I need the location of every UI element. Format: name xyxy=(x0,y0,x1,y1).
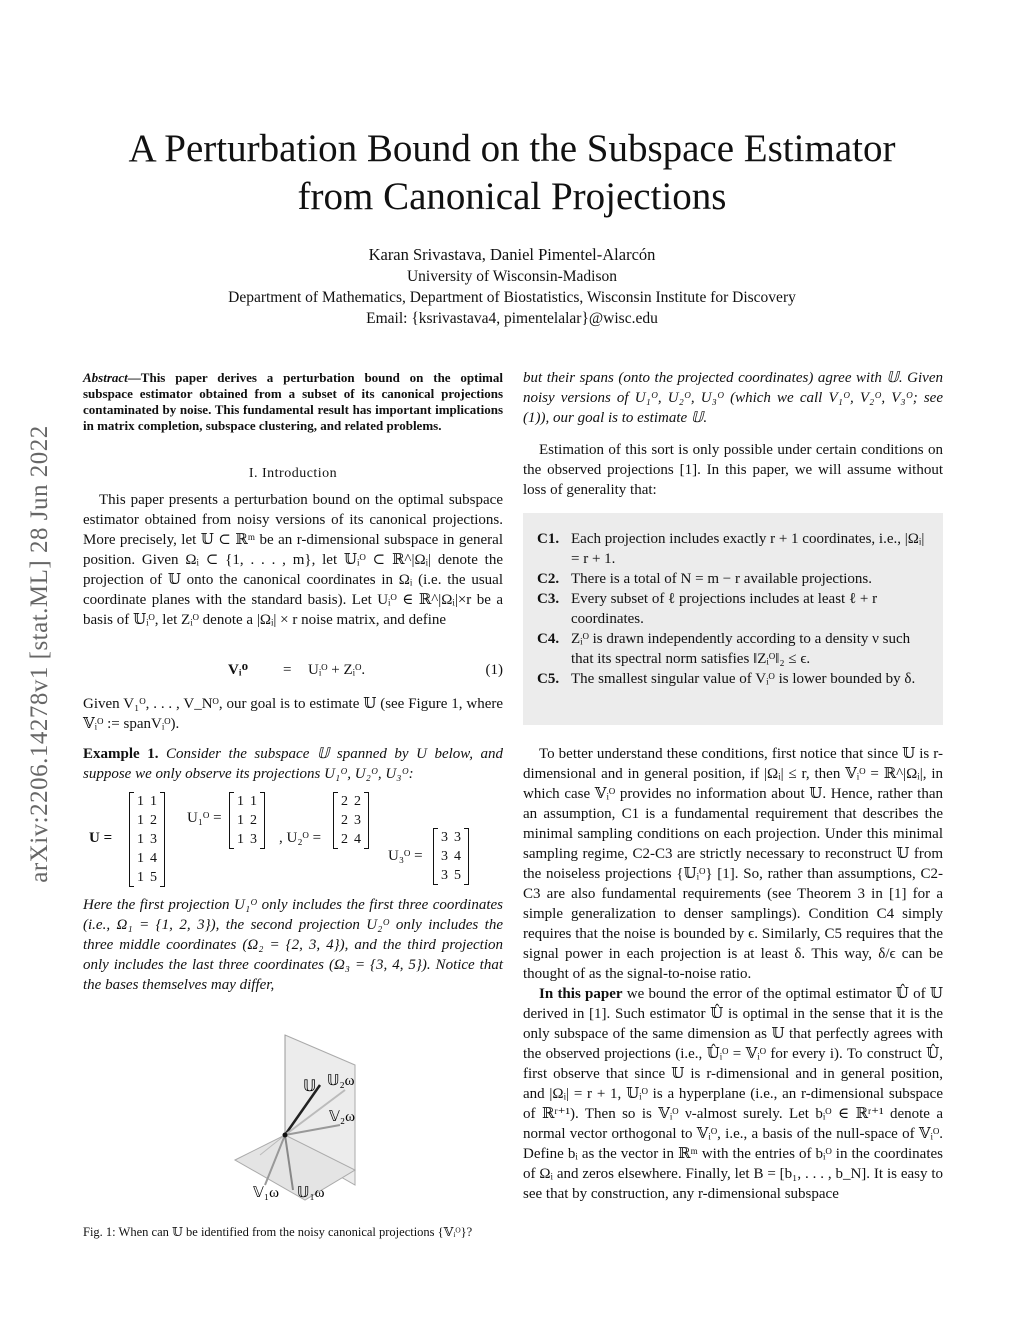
condition-text: Every subset of ℓ projections includes at least ℓ + r coordinates. xyxy=(571,591,878,627)
matrix-cell: 1 xyxy=(237,832,244,847)
condition-item xyxy=(537,569,929,589)
condition-item xyxy=(537,669,929,689)
matrix-cell: 3 xyxy=(441,868,448,883)
figure-1-diagram xyxy=(205,1025,405,1215)
matrix-U1-label: U₁ᴼ = xyxy=(187,810,222,826)
right-paragraph-2: To better understand these conditions, first notice that since 𝕌 is r-dimensional and in general position, if |Ωᵢ| ≤ r, then 𝕍ᵢᴼ = ℝ^|Ωᵢ|, in which case 𝕍ᵢᴼ provides no information about 𝕌. Hence, rather than an assumption, C1 is a fundamental requirement that describes the minimal sampling conditions on each projection. Under this minimal sampling regime, C2-C3 are strictly necessary to reconstruct 𝕌 from the noiseless projections {𝕌ᵢᴼ} [1]. So, rather than assumptions, C2-C3 are also fundamental requirements (see Theorem 3 in [1] for a simple generalization to denser samplings). Condition C4 simply requires that the noise is bounded by ϵ. Similarly, C5 requires that the signal power in each projection is at least δ. This way, δ/ϵ can be thought of as the signal-to-noise ratio. xyxy=(523,746,943,982)
figure-1-caption: Fig. 1: When can 𝕌 be identified from the noisy canonical projections {𝕍ᵢᴼ}? xyxy=(83,1225,473,1239)
matrix-U1 xyxy=(229,792,265,849)
condition-item xyxy=(537,629,929,669)
matrix-row xyxy=(438,847,464,866)
matrix-cell: 3 xyxy=(454,830,461,845)
matrix-cell: 2 xyxy=(341,794,348,809)
condition-label: C5. xyxy=(537,671,560,687)
matrix-cell: 1 xyxy=(137,794,144,809)
matrix-cell: 4 xyxy=(354,832,361,847)
condition-text: Zᵢᴼ is drawn independently according to a density ν such that its spectral norm satisfies ‖Zᵢᴼ‖₂ ≤ ϵ. xyxy=(571,631,911,667)
matrix-row xyxy=(338,811,364,830)
matrix-row xyxy=(438,828,464,847)
eq1-number: (1) xyxy=(485,662,503,678)
matrix-cell: 1 xyxy=(250,794,257,809)
matrix-cell: 4 xyxy=(454,849,461,864)
matrix-row xyxy=(338,830,364,849)
authors: Karan Srivastava, Daniel Pimentel-Alarcón xyxy=(368,245,656,264)
condition-label: C2. xyxy=(537,571,560,587)
right-paragraph-3 xyxy=(523,984,943,1204)
label-V1w: 𝕍₁ω xyxy=(253,1185,279,1201)
p3-text: we bound the error of the optimal estimator 𝕌̂ of 𝕌 derived in [1]. Such estimator 𝕌̂ is optimal in the sense that it is the only subspace of the same dimension as 𝕌 that perfectly agrees with the observed projections (i.e., 𝕌̂ᵢᴼ = 𝕍ᵢᴼ for every i). To construct 𝕌̂, first observe that since 𝕌 is r-dimensional and in general position, and |Ωᵢ| = r + 1, 𝕌ᵢᴼ is a hyperplane (i.e., an r-dimensional subspace of ℝʳ⁺¹). Then so is 𝕍ᵢᴼ ν-almost surely. Let bᵢᴼ ∈ ℝʳ⁺¹ denote a normal vector orthogonal to 𝕍ᵢᴼ, i.e., a basis of the null-space of 𝕍ᵢᴼ. Define bᵢ as the vector in ℝᵐ with the entries of bᵢᴼ in the coordinates of Ωᵢ and zeros elsewhere. Finally, let B = [b₁, . . . , b_N]. It is easy to see that by construction, any r-dimensional subspace xyxy=(523,986,943,1202)
abstract-text: —This paper derives a perturbation bound on the optimal subspace estimator obtained from a subset of its canonical projections contaminated by noise. This fundamental result has important implications in matrix completion, subspace clustering, and related problems. xyxy=(83,370,503,433)
matrix-cell: 5 xyxy=(454,868,461,883)
matrix-U2 xyxy=(333,792,369,849)
right-continuation: but their spans (onto the projected coordinates) agree with 𝕌. Given noisy versions of U₁ᴼ, U₂ᴼ, U₃ᴼ (which we call V₁ᴼ, V₂ᴼ, V₃ᴼ; see (1)), our goal is to estimate 𝕌. xyxy=(523,370,943,426)
matrix-cell: 3 xyxy=(150,832,157,847)
title-line-1: A Perturbation Bound on the Subspace Estimator xyxy=(128,127,896,170)
matrix-cell: 4 xyxy=(150,851,157,866)
arxiv-stamp: arXiv:2206.14278v1 [stat.ML] 28 Jun 2022 xyxy=(26,425,53,883)
matrix-cell: 2 xyxy=(341,832,348,847)
equation-1 xyxy=(83,662,503,684)
matrix-cell: 3 xyxy=(441,830,448,845)
example-text: Consider the subspace 𝕌 spanned by U below, and suppose we only observe its projections U₁ᴼ, U₂ᴼ, U₃ᴼ: xyxy=(83,746,503,782)
matrix-cell: 3 xyxy=(250,832,257,847)
label-U2w: 𝕌₂ω xyxy=(327,1073,355,1089)
matrix-cell: 1 xyxy=(237,813,244,828)
affiliation-departments: Department of Mathematics, Department of Biostatistics, Wisconsin Institute for Discovery xyxy=(228,289,796,306)
matrix-cell: 2 xyxy=(150,813,157,828)
condition-item xyxy=(537,589,929,629)
title-line-2: from Canonical Projections xyxy=(297,175,727,218)
condition-text: There is a total of N = m − r available projections. xyxy=(571,571,872,587)
abstract-label: Abstract xyxy=(83,370,128,385)
affiliation-university: University of Wisconsin-Madison xyxy=(406,268,618,285)
matrix-row xyxy=(134,811,160,830)
intro-paragraph-2: Given V₁ᴼ, . . . , V_Nᴼ, our goal is to estimate 𝕌 (see Figure 1, where 𝕍ᵢᴼ := spanVᵢᴼ). xyxy=(83,696,503,732)
matrix-cell: 1 xyxy=(137,813,144,828)
matrix-cell: 2 xyxy=(341,813,348,828)
label-U1w: 𝕌₁ω xyxy=(297,1185,325,1201)
email: Email: {ksrivastava4, pimentelalar}@wisc.edu xyxy=(366,310,658,327)
matrix-row xyxy=(338,792,364,811)
right-body xyxy=(523,744,943,1204)
matrix-cell: 5 xyxy=(150,870,157,885)
matrix-U3 xyxy=(433,828,469,885)
matrix-U2-label: , U₂ᴼ = xyxy=(279,830,322,846)
matrix-cell: 1 xyxy=(137,870,144,885)
matrix-cell: 2 xyxy=(250,813,257,828)
conditions-box xyxy=(523,513,943,725)
right-paragraph-1-text: Estimation of this sort is only possible under certain conditions on the observed projections [1]. In this paper, we will assume without loss of generality that: xyxy=(523,442,943,498)
example-matrices xyxy=(83,792,503,888)
matrix-cell: 1 xyxy=(137,851,144,866)
condition-label: C1. xyxy=(537,531,560,547)
matrix-cell: 1 xyxy=(237,794,244,809)
intro-paragraph-1: This paper presents a perturbation bound on the optimal subspace estimator obtained from noisy versions of its canonical projections. More precisely, let 𝕌 ⊂ ℝᵐ be an r-dimensional subspace in general position. Given Ωᵢ ⊂ {1, . . . , m}, let 𝕌ᵢᴼ ⊂ ℝ^|Ωᵢ| denote the projection of 𝕌 onto the canonical coordinates in Ωᵢ (i.e. the usual coordinate planes with the standard basis). Let Uᵢᴼ ∈ ℝ^|Ωᵢ|×r be a basis of 𝕌ᵢᴼ, let Zᵢᴼ denote a |Ωᵢ| × r noise matrix, and define xyxy=(83,492,503,628)
example-after-text: Here the first projection U₁ᴼ only includes the first three coordinates (i.e., Ω₁ = {1, 2, 3}), the second projection U₂ᴼ only includes the three middle coordinates (Ω₂ = {2, 3, 4}), and the third projection only includes the last three coordinates (Ω₃ = {3, 4, 5}). Notice that the bases themselves may differ, xyxy=(83,897,503,993)
matrix-row xyxy=(234,830,260,849)
condition-item xyxy=(537,529,929,569)
condition-text: The smallest singular value of Vᵢᴼ is lower bounded by δ. xyxy=(571,671,916,687)
condition-label: C4. xyxy=(537,631,560,647)
example-label: Example 1. xyxy=(83,746,159,762)
matrix-cell: 1 xyxy=(150,794,157,809)
abstract xyxy=(83,370,503,434)
paper-title xyxy=(0,125,1024,221)
matrix-row xyxy=(134,868,160,887)
figure-1 xyxy=(205,1025,405,1215)
matrix-U-label: U = xyxy=(89,830,113,846)
eq1-rhs: Uᵢᴼ + Zᵢᴼ. xyxy=(308,662,366,678)
p3-lead: In this paper xyxy=(539,986,623,1002)
eq1-lhs: Vᵢᴼ xyxy=(228,662,249,678)
matrix-U xyxy=(129,792,165,887)
matrix-row xyxy=(134,792,160,811)
matrix-row xyxy=(234,811,260,830)
matrix-row xyxy=(134,830,160,849)
condition-label: C3. xyxy=(537,591,560,607)
matrix-cell: 3 xyxy=(441,849,448,864)
matrix-cell: 3 xyxy=(354,813,361,828)
example-1 xyxy=(83,744,503,784)
intro-body xyxy=(83,490,503,630)
section-heading-introduction: I. Introduction xyxy=(248,466,338,481)
matrix-row xyxy=(134,849,160,868)
matrix-U3-label: U₃ᴼ = xyxy=(388,848,423,864)
conditions-list xyxy=(523,513,943,689)
label-V2w: 𝕍₂ω xyxy=(329,1109,355,1125)
matrix-cell: 1 xyxy=(137,832,144,847)
right-paragraph-1 xyxy=(523,440,943,500)
condition-text: Each projection includes exactly r + 1 coordinates, i.e., |Ωᵢ| = r + 1. xyxy=(571,531,925,567)
matrix-row xyxy=(438,866,464,885)
eq1-equals: = xyxy=(283,662,292,678)
matrix-row xyxy=(234,792,260,811)
matrix-cell: 2 xyxy=(354,794,361,809)
origin-point xyxy=(283,1133,288,1138)
label-U: 𝕌 xyxy=(303,1078,317,1095)
